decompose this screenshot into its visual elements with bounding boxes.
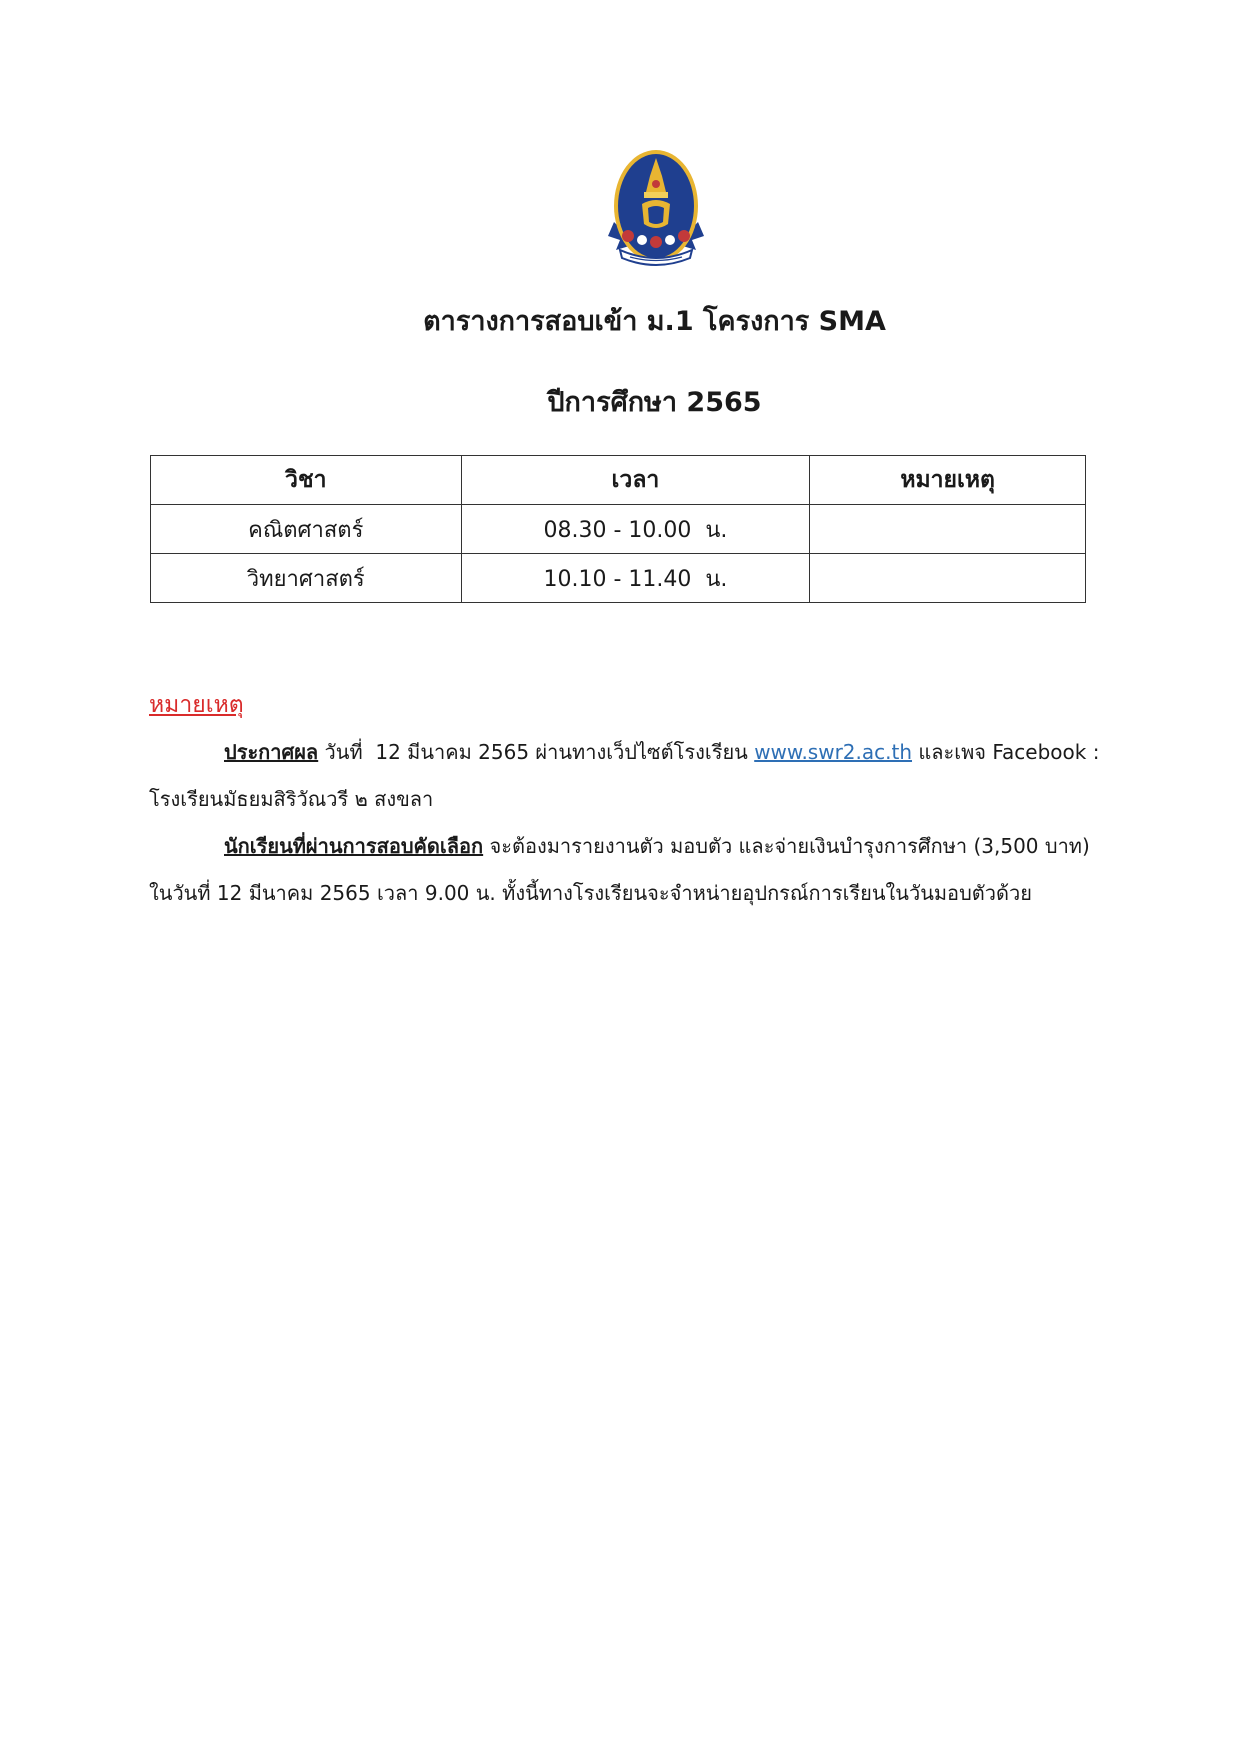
cell-time: 10.10 - 11.40 น. [461,554,810,603]
announcement-paragraph [149,729,1119,823]
cell-subject: คณิตศาสตร์ [151,505,462,554]
cell-remark [810,554,1086,603]
announcement-text: วันที่ 12 มีนาคม 2565 ผ่านทางเว็ปไซต์โรงเรียน [318,740,755,764]
announcement-label: ประกาศผล [224,740,319,764]
passed-students-paragraph [149,823,1119,917]
header-time: เวลา [461,456,810,505]
cell-remark [810,505,1086,554]
header-subject: วิชา [151,456,462,505]
passed-students-text: จะต้องมารายงานตัว มอบตัว และจ่ายเงินบำรุงการศึกษา (3,500 บาท) ในวันที่ 12 มีนาคม 2565 เวลา 9.00 น. ทั้งนี้ทางโรงเรียนจะจำหน่ายอุปกรณ์การเรียนในวันมอบตัวด้วย [149,834,1090,905]
table-row [151,554,1086,603]
announcement-text-after: และเพจ Facebook : โรงเรียนมัธยมสิริวัณวรี ๒ สงขลา [149,740,1106,811]
exam-schedule-table [150,455,1086,603]
notes-section [149,682,1119,917]
cell-subject: วิทยาศาสตร์ [151,554,462,603]
header-remark: หมายเหตุ [810,456,1086,505]
school-logo [606,140,706,274]
academic-year-title: ปีการศึกษา 2565 [547,387,762,418]
table-header-row [151,456,1086,505]
cell-time: 08.30 - 10.00 น. [461,505,810,554]
document-title: ตารางการสอบเข้า ม.1 โครงการ SMA [423,306,886,337]
school-website-link[interactable]: www.swr2.ac.th [754,740,913,764]
table-row [151,505,1086,554]
notes-heading: หมายเหตุ [149,692,244,718]
passed-students-label: นักเรียนที่ผ่านการสอบคัดเลือก [224,834,484,858]
